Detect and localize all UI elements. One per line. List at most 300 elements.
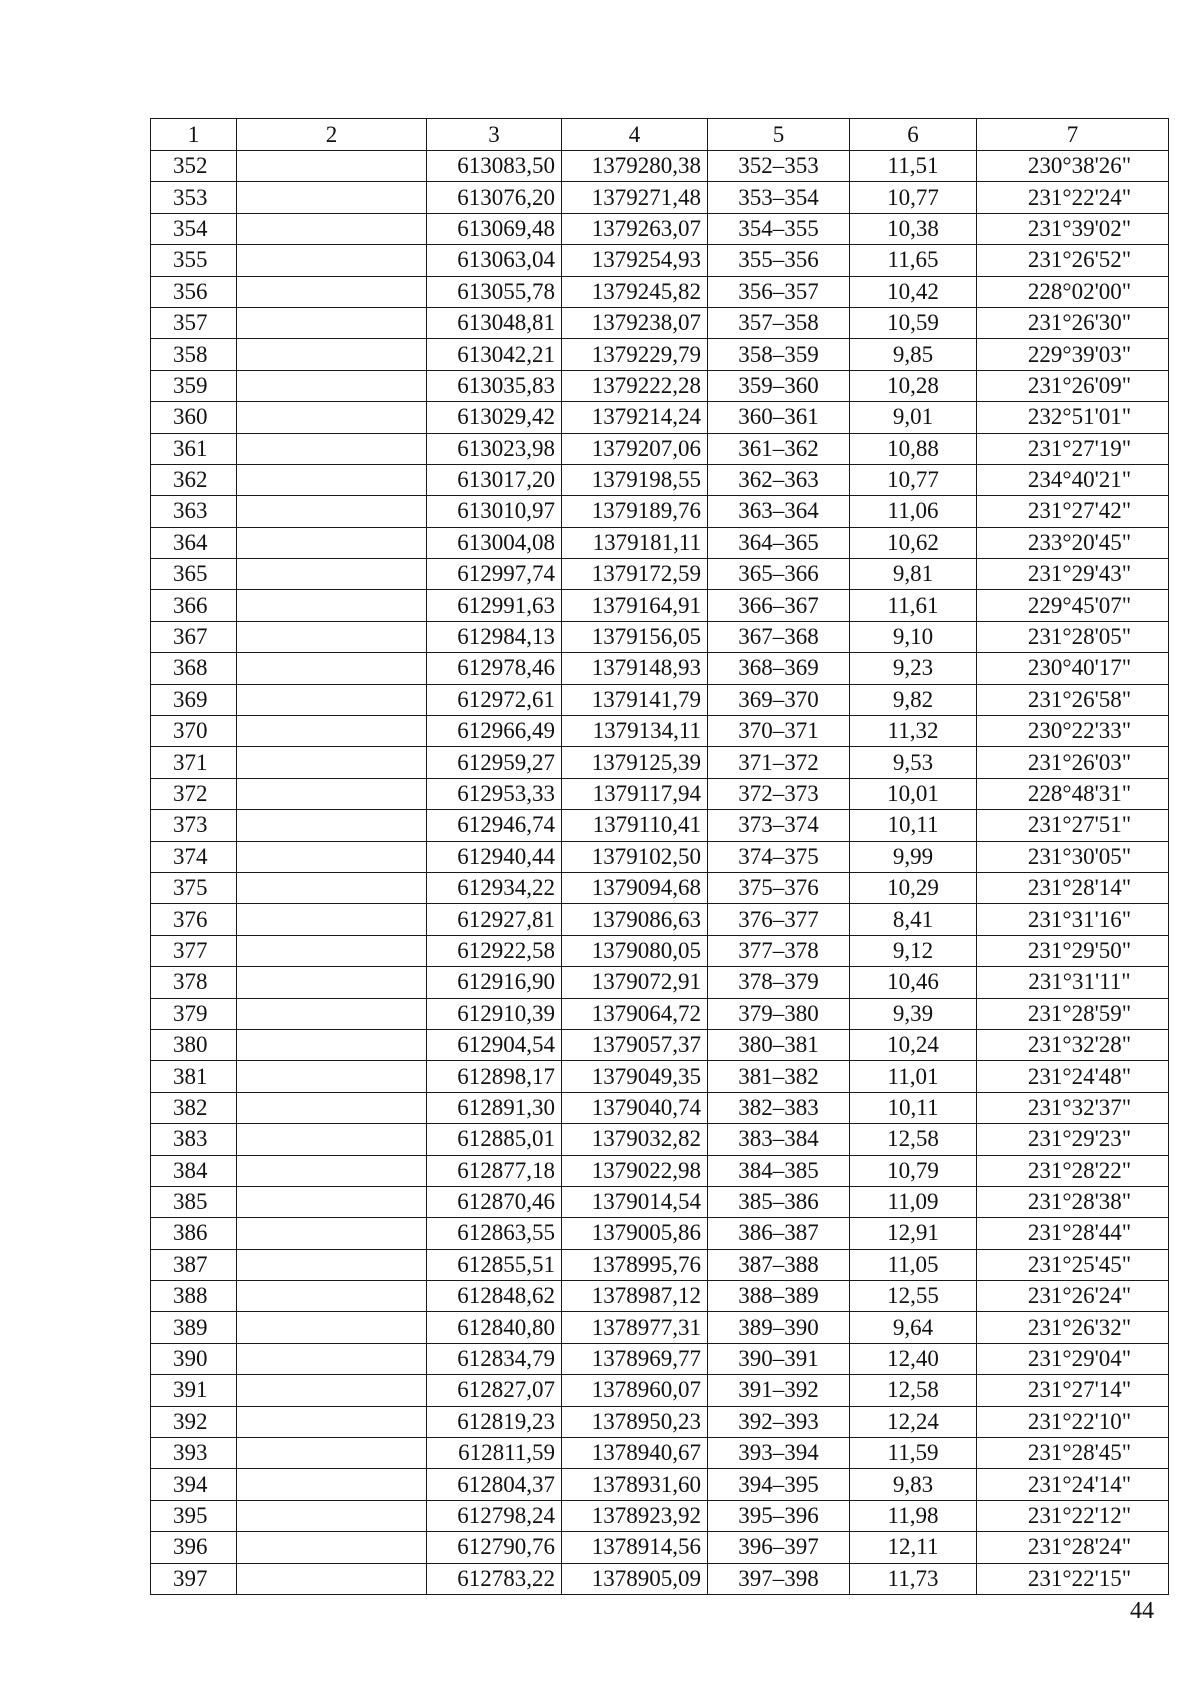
x-coordinate-cell: 612834,79 — [427, 1343, 562, 1374]
y-coordinate-cell: 1379263,07 — [562, 213, 708, 244]
length-cell: 12,91 — [850, 1218, 977, 1249]
header-row — [151, 119, 1169, 151]
empty-cell — [237, 1124, 427, 1155]
empty-cell — [237, 245, 427, 276]
y-coordinate-cell: 1378950,23 — [562, 1406, 708, 1437]
empty-cell — [237, 370, 427, 401]
point-number-cell: 364 — [151, 527, 237, 558]
point-number-cell: 382 — [151, 1092, 237, 1123]
bearing-cell: 231°25'45" — [977, 1249, 1169, 1280]
empty-cell — [237, 967, 427, 998]
table-row — [151, 1500, 1169, 1531]
bearing-cell: 231°22'15" — [977, 1563, 1169, 1594]
table-row — [151, 1124, 1169, 1155]
segment-cell: 391–392 — [708, 1375, 850, 1406]
column-header: 6 — [850, 119, 977, 151]
bearing-cell: 231°26'32" — [977, 1312, 1169, 1343]
table-row — [151, 872, 1169, 903]
table-row — [151, 1375, 1169, 1406]
x-coordinate-cell: 612848,62 — [427, 1281, 562, 1312]
empty-cell — [237, 433, 427, 464]
y-coordinate-cell: 1379086,63 — [562, 904, 708, 935]
y-coordinate-cell: 1378914,56 — [562, 1532, 708, 1563]
coordinates-table — [150, 118, 1169, 1595]
segment-cell: 377–378 — [708, 935, 850, 966]
x-coordinate-cell: 612827,07 — [427, 1375, 562, 1406]
y-coordinate-cell: 1378987,12 — [562, 1281, 708, 1312]
x-coordinate-cell: 612927,81 — [427, 904, 562, 935]
empty-cell — [237, 1532, 427, 1563]
bearing-cell: 231°22'24" — [977, 182, 1169, 213]
bearing-cell: 232°51'01" — [977, 402, 1169, 433]
length-cell: 12,11 — [850, 1532, 977, 1563]
bearing-cell: 231°29'50" — [977, 935, 1169, 966]
x-coordinate-cell: 613023,98 — [427, 433, 562, 464]
empty-cell — [237, 1343, 427, 1374]
segment-cell: 374–375 — [708, 841, 850, 872]
x-coordinate-cell: 613076,20 — [427, 182, 562, 213]
table-row — [151, 1061, 1169, 1092]
segment-cell: 362–363 — [708, 464, 850, 495]
length-cell: 9,64 — [850, 1312, 977, 1343]
x-coordinate-cell: 613048,81 — [427, 307, 562, 338]
table-row — [151, 1469, 1169, 1500]
segment-cell: 379–380 — [708, 998, 850, 1029]
bearing-cell: 231°27'14" — [977, 1375, 1169, 1406]
segment-cell: 355–356 — [708, 245, 850, 276]
segment-cell: 389–390 — [708, 1312, 850, 1343]
segment-cell: 397–398 — [708, 1563, 850, 1594]
y-coordinate-cell: 1378969,77 — [562, 1343, 708, 1374]
length-cell: 10,11 — [850, 810, 977, 841]
point-number-cell: 370 — [151, 716, 237, 747]
point-number-cell: 376 — [151, 904, 237, 935]
bearing-cell: 231°32'37" — [977, 1092, 1169, 1123]
length-cell: 9,10 — [850, 621, 977, 652]
y-coordinate-cell: 1379032,82 — [562, 1124, 708, 1155]
y-coordinate-cell: 1379040,74 — [562, 1092, 708, 1123]
empty-cell — [237, 276, 427, 307]
y-coordinate-cell: 1379245,82 — [562, 276, 708, 307]
length-cell: 10,46 — [850, 967, 977, 998]
point-number-cell: 365 — [151, 559, 237, 590]
y-coordinate-cell: 1379005,86 — [562, 1218, 708, 1249]
table-row — [151, 590, 1169, 621]
length-cell: 10,38 — [850, 213, 977, 244]
bearing-cell: 231°22'12" — [977, 1500, 1169, 1531]
table-row — [151, 245, 1169, 276]
bearing-cell: 231°29'43" — [977, 559, 1169, 590]
length-cell: 11,05 — [850, 1249, 977, 1280]
empty-cell — [237, 1500, 427, 1531]
length-cell: 12,24 — [850, 1406, 977, 1437]
empty-cell — [237, 307, 427, 338]
bearing-cell: 230°38'26" — [977, 151, 1169, 182]
y-coordinate-cell: 1379134,11 — [562, 716, 708, 747]
empty-cell — [237, 1249, 427, 1280]
point-number-cell: 359 — [151, 370, 237, 401]
segment-cell: 353–354 — [708, 182, 850, 213]
segment-cell: 393–394 — [708, 1438, 850, 1469]
segment-cell: 396–397 — [708, 1532, 850, 1563]
table-row — [151, 841, 1169, 872]
table-row — [151, 1438, 1169, 1469]
y-coordinate-cell: 1378923,92 — [562, 1500, 708, 1531]
bearing-cell: 231°31'11" — [977, 967, 1169, 998]
bearing-cell: 230°40'17" — [977, 653, 1169, 684]
segment-cell: 381–382 — [708, 1061, 850, 1092]
point-number-cell: 381 — [151, 1061, 237, 1092]
y-coordinate-cell: 1379254,93 — [562, 245, 708, 276]
y-coordinate-cell: 1379164,91 — [562, 590, 708, 621]
column-header: 4 — [562, 119, 708, 151]
x-coordinate-cell: 613063,04 — [427, 245, 562, 276]
empty-cell — [237, 653, 427, 684]
segment-cell: 394–395 — [708, 1469, 850, 1500]
point-number-cell: 386 — [151, 1218, 237, 1249]
empty-cell — [237, 590, 427, 621]
segment-cell: 364–365 — [708, 527, 850, 558]
bearing-cell: 231°29'23" — [977, 1124, 1169, 1155]
length-cell: 10,77 — [850, 182, 977, 213]
y-coordinate-cell: 1379172,59 — [562, 559, 708, 590]
x-coordinate-cell: 612870,46 — [427, 1186, 562, 1217]
x-coordinate-cell: 612863,55 — [427, 1218, 562, 1249]
y-coordinate-cell: 1379280,38 — [562, 151, 708, 182]
point-number-cell: 358 — [151, 339, 237, 370]
table-row — [151, 1186, 1169, 1217]
segment-cell: 382–383 — [708, 1092, 850, 1123]
y-coordinate-cell: 1379156,05 — [562, 621, 708, 652]
empty-cell — [237, 935, 427, 966]
empty-cell — [237, 151, 427, 182]
point-number-cell: 362 — [151, 464, 237, 495]
table-row — [151, 998, 1169, 1029]
empty-cell — [237, 1029, 427, 1060]
x-coordinate-cell: 612819,23 — [427, 1406, 562, 1437]
y-coordinate-cell: 1378931,60 — [562, 1469, 708, 1500]
empty-cell — [237, 496, 427, 527]
y-coordinate-cell: 1379102,50 — [562, 841, 708, 872]
empty-cell — [237, 402, 427, 433]
empty-cell — [237, 1469, 427, 1500]
y-coordinate-cell: 1379189,76 — [562, 496, 708, 527]
x-coordinate-cell: 612804,37 — [427, 1469, 562, 1500]
bearing-cell: 231°26'52" — [977, 245, 1169, 276]
y-coordinate-cell: 1379238,07 — [562, 307, 708, 338]
point-number-cell: 377 — [151, 935, 237, 966]
empty-cell — [237, 339, 427, 370]
table-row — [151, 810, 1169, 841]
point-number-cell: 385 — [151, 1186, 237, 1217]
x-coordinate-cell: 613017,20 — [427, 464, 562, 495]
bearing-cell: 231°31'16" — [977, 904, 1169, 935]
length-cell: 10,79 — [850, 1155, 977, 1186]
segment-cell: 363–364 — [708, 496, 850, 527]
segment-cell: 361–362 — [708, 433, 850, 464]
point-number-cell: 356 — [151, 276, 237, 307]
table-row — [151, 967, 1169, 998]
segment-cell: 378–379 — [708, 967, 850, 998]
length-cell: 12,40 — [850, 1343, 977, 1374]
table-row — [151, 1406, 1169, 1437]
length-cell: 9,81 — [850, 559, 977, 590]
bearing-cell: 229°45'07" — [977, 590, 1169, 621]
empty-cell — [237, 747, 427, 778]
empty-cell — [237, 1406, 427, 1437]
table-row — [151, 307, 1169, 338]
x-coordinate-cell: 612885,01 — [427, 1124, 562, 1155]
y-coordinate-cell: 1379072,91 — [562, 967, 708, 998]
length-cell: 12,58 — [850, 1375, 977, 1406]
point-number-cell: 366 — [151, 590, 237, 621]
empty-cell — [237, 1186, 427, 1217]
y-coordinate-cell: 1379057,37 — [562, 1029, 708, 1060]
bearing-cell: 231°24'48" — [977, 1061, 1169, 1092]
y-coordinate-cell: 1379125,39 — [562, 747, 708, 778]
length-cell: 9,99 — [850, 841, 977, 872]
column-header: 7 — [977, 119, 1169, 151]
length-cell: 10,42 — [850, 276, 977, 307]
length-cell: 11,32 — [850, 716, 977, 747]
bearing-cell: 231°27'51" — [977, 810, 1169, 841]
table-row — [151, 1029, 1169, 1060]
y-coordinate-cell: 1379207,06 — [562, 433, 708, 464]
bearing-cell: 234°40'21" — [977, 464, 1169, 495]
table-row — [151, 182, 1169, 213]
length-cell: 9,12 — [850, 935, 977, 966]
length-cell: 10,24 — [850, 1029, 977, 1060]
bearing-cell: 231°28'38" — [977, 1186, 1169, 1217]
bearing-cell: 231°28'24" — [977, 1532, 1169, 1563]
empty-cell — [237, 904, 427, 935]
bearing-cell: 231°26'03" — [977, 747, 1169, 778]
table-row — [151, 716, 1169, 747]
table-row — [151, 402, 1169, 433]
x-coordinate-cell: 613010,97 — [427, 496, 562, 527]
length-cell: 12,55 — [850, 1281, 977, 1312]
table-row — [151, 1343, 1169, 1374]
x-coordinate-cell: 612966,49 — [427, 716, 562, 747]
bearing-cell: 231°28'59" — [977, 998, 1169, 1029]
table-row — [151, 1155, 1169, 1186]
table-row — [151, 559, 1169, 590]
length-cell: 11,65 — [850, 245, 977, 276]
segment-cell: 372–373 — [708, 778, 850, 809]
table-row — [151, 370, 1169, 401]
table-row — [151, 1092, 1169, 1123]
x-coordinate-cell: 612898,17 — [427, 1061, 562, 1092]
segment-cell: 380–381 — [708, 1029, 850, 1060]
point-number-cell: 394 — [151, 1469, 237, 1500]
x-coordinate-cell: 612891,30 — [427, 1092, 562, 1123]
table-row — [151, 1218, 1169, 1249]
empty-cell — [237, 527, 427, 558]
table-row — [151, 1312, 1169, 1343]
bearing-cell: 231°26'30" — [977, 307, 1169, 338]
point-number-cell: 379 — [151, 998, 237, 1029]
table-row — [151, 1281, 1169, 1312]
length-cell: 9,83 — [850, 1469, 977, 1500]
segment-cell: 356–357 — [708, 276, 850, 307]
segment-cell: 375–376 — [708, 872, 850, 903]
y-coordinate-cell: 1379148,93 — [562, 653, 708, 684]
table-row — [151, 747, 1169, 778]
point-number-cell: 369 — [151, 684, 237, 715]
empty-cell — [237, 559, 427, 590]
y-coordinate-cell: 1379022,98 — [562, 1155, 708, 1186]
empty-cell — [237, 213, 427, 244]
x-coordinate-cell: 612978,46 — [427, 653, 562, 684]
table-row — [151, 684, 1169, 715]
point-number-cell: 353 — [151, 182, 237, 213]
length-cell: 9,23 — [850, 653, 977, 684]
empty-cell — [237, 1218, 427, 1249]
length-cell: 9,82 — [850, 684, 977, 715]
bearing-cell: 231°28'14" — [977, 872, 1169, 903]
length-cell: 11,73 — [850, 1563, 977, 1594]
point-number-cell: 391 — [151, 1375, 237, 1406]
x-coordinate-cell: 612991,63 — [427, 590, 562, 621]
bearing-cell: 231°29'04" — [977, 1343, 1169, 1374]
empty-cell — [237, 872, 427, 903]
bearing-cell: 231°28'44" — [977, 1218, 1169, 1249]
length-cell: 10,29 — [850, 872, 977, 903]
point-number-cell: 372 — [151, 778, 237, 809]
length-cell: 10,88 — [850, 433, 977, 464]
segment-cell: 365–366 — [708, 559, 850, 590]
point-number-cell: 380 — [151, 1029, 237, 1060]
segment-cell: 390–391 — [708, 1343, 850, 1374]
column-header: 3 — [427, 119, 562, 151]
y-coordinate-cell: 1378995,76 — [562, 1249, 708, 1280]
table-row — [151, 1532, 1169, 1563]
bearing-cell: 228°48'31" — [977, 778, 1169, 809]
y-coordinate-cell: 1378905,09 — [562, 1563, 708, 1594]
table-row — [151, 904, 1169, 935]
bearing-cell: 231°27'42" — [977, 496, 1169, 527]
point-number-cell: 396 — [151, 1532, 237, 1563]
x-coordinate-cell: 612904,54 — [427, 1029, 562, 1060]
bearing-cell: 231°28'45" — [977, 1438, 1169, 1469]
length-cell: 9,85 — [850, 339, 977, 370]
x-coordinate-cell: 613055,78 — [427, 276, 562, 307]
point-number-cell: 378 — [151, 967, 237, 998]
x-coordinate-cell: 612922,58 — [427, 935, 562, 966]
point-number-cell: 397 — [151, 1563, 237, 1594]
length-cell: 9,39 — [850, 998, 977, 1029]
x-coordinate-cell: 613069,48 — [427, 213, 562, 244]
point-number-cell: 361 — [151, 433, 237, 464]
length-cell: 9,01 — [850, 402, 977, 433]
empty-cell — [237, 1438, 427, 1469]
y-coordinate-cell: 1379094,68 — [562, 872, 708, 903]
segment-cell: 366–367 — [708, 590, 850, 621]
empty-cell — [237, 1155, 427, 1186]
y-coordinate-cell: 1379271,48 — [562, 182, 708, 213]
point-number-cell: 355 — [151, 245, 237, 276]
segment-cell: 369–370 — [708, 684, 850, 715]
segment-cell: 371–372 — [708, 747, 850, 778]
y-coordinate-cell: 1379110,41 — [562, 810, 708, 841]
column-header: 2 — [237, 119, 427, 151]
column-header: 5 — [708, 119, 850, 151]
empty-cell — [237, 464, 427, 495]
length-cell: 10,11 — [850, 1092, 977, 1123]
empty-cell — [237, 1092, 427, 1123]
y-coordinate-cell: 1378940,67 — [562, 1438, 708, 1469]
segment-cell: 386–387 — [708, 1218, 850, 1249]
x-coordinate-cell: 613004,08 — [427, 527, 562, 558]
segment-cell: 370–371 — [708, 716, 850, 747]
point-number-cell: 354 — [151, 213, 237, 244]
point-number-cell: 367 — [151, 621, 237, 652]
bearing-cell: 231°27'19" — [977, 433, 1169, 464]
segment-cell: 373–374 — [708, 810, 850, 841]
x-coordinate-cell: 612855,51 — [427, 1249, 562, 1280]
y-coordinate-cell: 1379014,54 — [562, 1186, 708, 1217]
empty-cell — [237, 621, 427, 652]
length-cell: 12,58 — [850, 1124, 977, 1155]
table-row — [151, 527, 1169, 558]
bearing-cell: 233°20'45" — [977, 527, 1169, 558]
x-coordinate-cell: 612840,80 — [427, 1312, 562, 1343]
segment-cell: 352–353 — [708, 151, 850, 182]
length-cell: 10,01 — [850, 778, 977, 809]
y-coordinate-cell: 1379214,24 — [562, 402, 708, 433]
x-coordinate-cell: 613035,83 — [427, 370, 562, 401]
empty-cell — [237, 716, 427, 747]
point-number-cell: 371 — [151, 747, 237, 778]
length-cell: 9,53 — [850, 747, 977, 778]
empty-cell — [237, 1563, 427, 1594]
x-coordinate-cell: 612798,24 — [427, 1500, 562, 1531]
bearing-cell: 231°26'24" — [977, 1281, 1169, 1312]
point-number-cell: 383 — [151, 1124, 237, 1155]
empty-cell — [237, 182, 427, 213]
length-cell: 10,77 — [850, 464, 977, 495]
length-cell: 10,59 — [850, 307, 977, 338]
y-coordinate-cell: 1378960,07 — [562, 1375, 708, 1406]
segment-cell: 388–389 — [708, 1281, 850, 1312]
table-row — [151, 496, 1169, 527]
bearing-cell: 231°24'14" — [977, 1469, 1169, 1500]
segment-cell: 392–393 — [708, 1406, 850, 1437]
y-coordinate-cell: 1379049,35 — [562, 1061, 708, 1092]
empty-cell — [237, 684, 427, 715]
segment-cell: 354–355 — [708, 213, 850, 244]
table-row — [151, 433, 1169, 464]
bearing-cell: 231°22'10" — [977, 1406, 1169, 1437]
bearing-cell: 229°39'03" — [977, 339, 1169, 370]
bearing-cell: 231°28'05" — [977, 621, 1169, 652]
y-coordinate-cell: 1379117,94 — [562, 778, 708, 809]
x-coordinate-cell: 613083,50 — [427, 151, 562, 182]
segment-cell: 395–396 — [708, 1500, 850, 1531]
x-coordinate-cell: 612946,74 — [427, 810, 562, 841]
bearing-cell: 228°02'00" — [977, 276, 1169, 307]
point-number-cell: 395 — [151, 1500, 237, 1531]
point-number-cell: 357 — [151, 307, 237, 338]
bearing-cell: 231°30'05" — [977, 841, 1169, 872]
x-coordinate-cell: 613042,21 — [427, 339, 562, 370]
x-coordinate-cell: 612916,90 — [427, 967, 562, 998]
bearing-cell: 231°39'02" — [977, 213, 1169, 244]
point-number-cell: 360 — [151, 402, 237, 433]
length-cell: 11,59 — [850, 1438, 977, 1469]
segment-cell: 359–360 — [708, 370, 850, 401]
y-coordinate-cell: 1379222,28 — [562, 370, 708, 401]
